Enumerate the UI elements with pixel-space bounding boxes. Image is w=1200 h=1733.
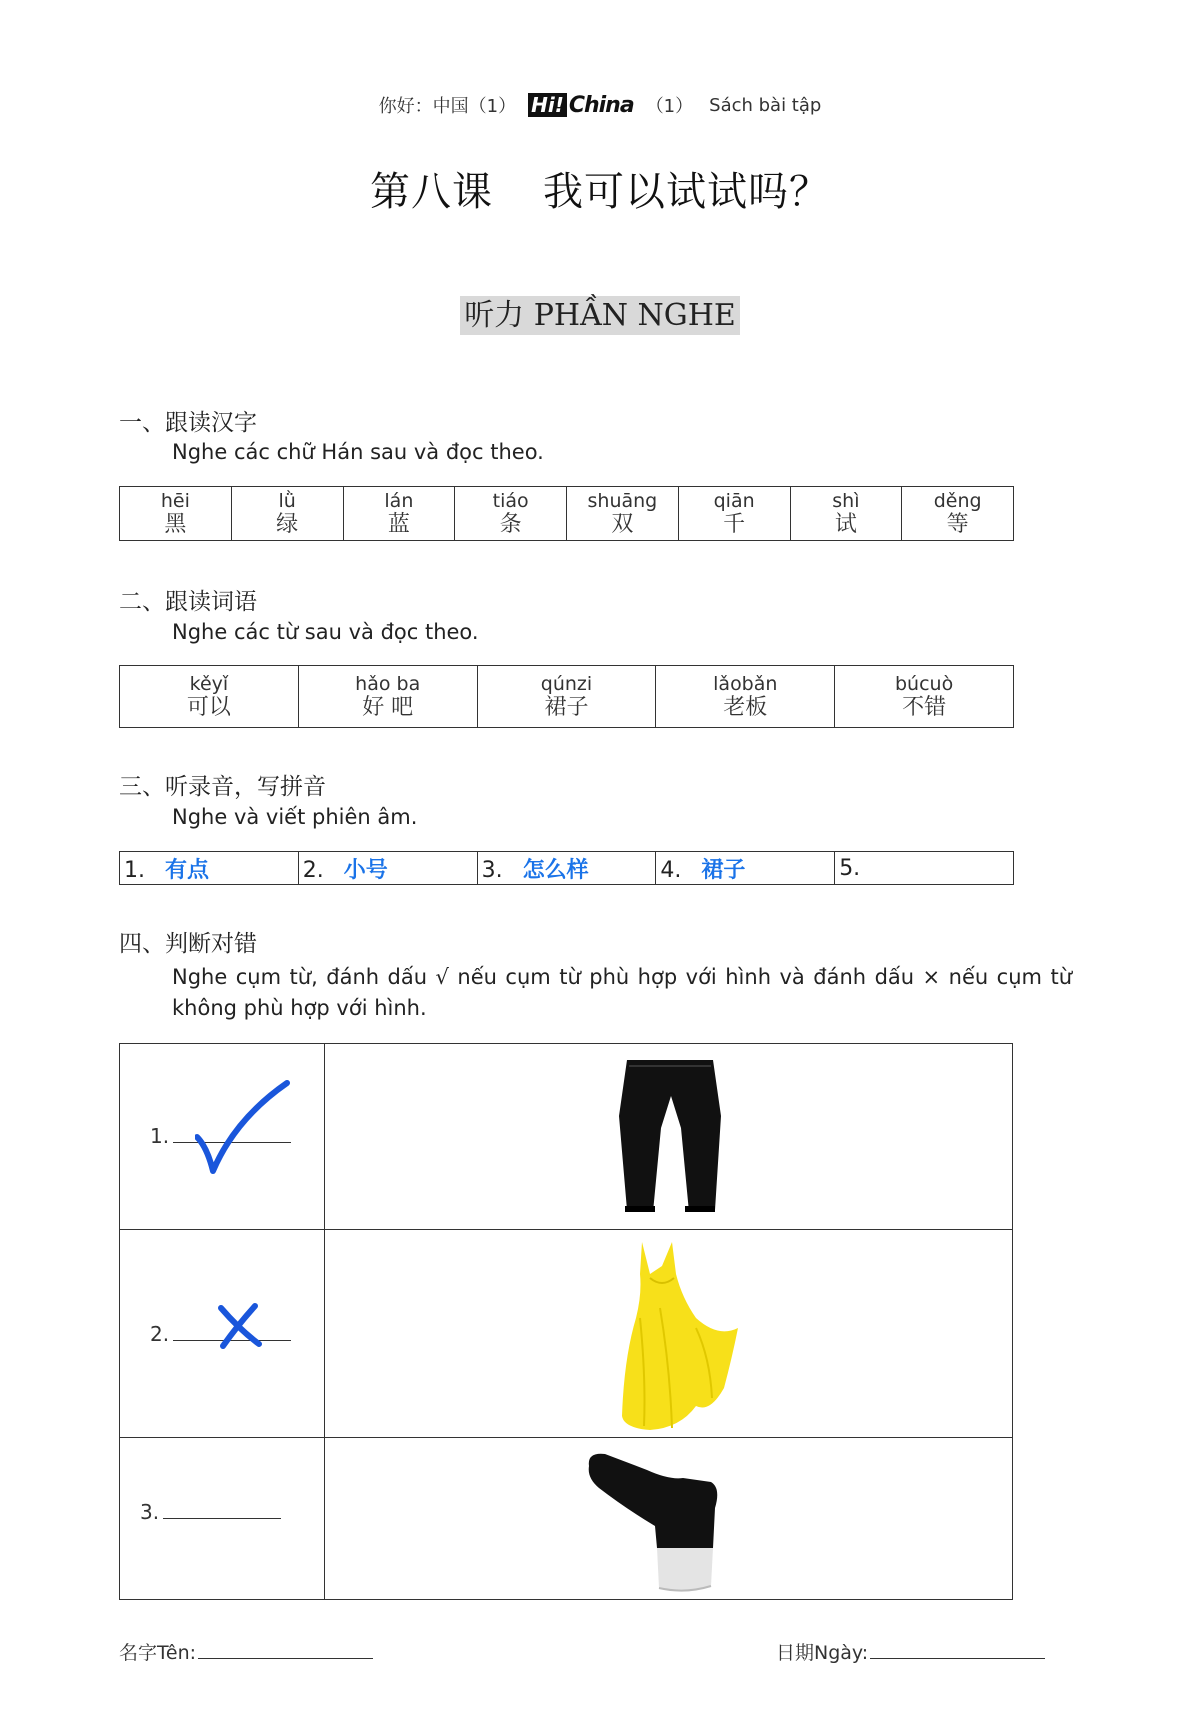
q3-cell: [120, 852, 299, 885]
hanzi: 好 吧: [362, 694, 414, 720]
q1-cell: [567, 487, 679, 541]
q1-cell: [120, 487, 232, 541]
pinyin: qúnzi: [540, 672, 593, 695]
q4-num: 3.: [140, 1500, 160, 1524]
hanzi: 双: [611, 511, 634, 537]
q4-num: 2.: [150, 1322, 170, 1346]
hanzi: 蓝: [387, 511, 410, 537]
hi-china-logo: [528, 93, 634, 118]
q3-heading: 三、听录音，写拼音: [119, 774, 326, 800]
logo-hi: Hi!: [528, 93, 567, 117]
pinyin: hǎo ba: [355, 672, 421, 695]
q3-cell: [835, 852, 1014, 885]
q3-cell: [477, 852, 656, 885]
q3-answer: 怎么样: [522, 857, 589, 883]
book-title-vn: Sách bài tập: [709, 94, 822, 116]
q2-table: [119, 665, 1014, 728]
q1-cell: [343, 487, 455, 541]
q1-table: [119, 486, 1014, 541]
q4-instruction: Nghe cụm từ, đánh dấu √ nếu cụm từ phù hợp với hình và đánh dấu × nếu cụm từ không phù hợp với hình.: [172, 965, 1072, 1020]
q2-heading: 二、跟读词语: [119, 589, 257, 615]
pinyin: kěyǐ: [189, 672, 229, 695]
q3-cell: [298, 852, 477, 885]
q1-heading: 一、跟读汉字: [119, 410, 257, 436]
pinyin: shuāng: [587, 489, 658, 512]
q1-cell: [902, 487, 1014, 541]
hanzi: 试: [834, 511, 857, 537]
date-blank[interactable]: [870, 1658, 1045, 1659]
pinyin: lán: [384, 489, 414, 512]
hanzi: 等: [946, 511, 969, 537]
name-blank[interactable]: [198, 1658, 373, 1659]
q3-cell: [656, 852, 835, 885]
section-label: 听力 PHẦN NGHE: [460, 296, 740, 335]
hanzi: 裙子: [544, 694, 589, 720]
hanzi: 千: [723, 511, 746, 537]
q3-num: 1.: [124, 857, 145, 883]
q1-cell: [678, 487, 790, 541]
q2-cell: [298, 666, 477, 728]
date-label: 日期Ngày:: [776, 1642, 869, 1664]
cross-mark-icon: [215, 1302, 265, 1352]
answer-blank[interactable]: [163, 1518, 281, 1519]
black-pants-image: [615, 1056, 725, 1218]
pinyin: děng: [933, 489, 982, 512]
q4-answer-cell: [120, 1230, 325, 1438]
logo-china: China: [568, 92, 634, 118]
q3-table: [119, 851, 1014, 885]
q3-answer: 有点: [165, 857, 210, 883]
q3-num: 4.: [660, 857, 682, 883]
pinyin: hēi: [160, 489, 190, 512]
hanzi: 条: [499, 511, 522, 537]
q1-cell: [790, 487, 902, 541]
date-field: [776, 1638, 1045, 1665]
hanzi: 可以: [186, 694, 231, 720]
q4-answer-cell: [120, 1438, 325, 1600]
q3-num: 3.: [481, 857, 503, 883]
pinyin: búcuò: [894, 672, 954, 695]
lesson-number: 第八课: [370, 169, 493, 215]
q4-answer-cell: [120, 1044, 325, 1230]
pinyin: shì: [832, 489, 860, 512]
q2-instruction: Nghe các từ sau và đọc theo.: [172, 620, 479, 644]
q3-num: 2.: [302, 857, 324, 883]
section-banner: [0, 290, 1200, 334]
hanzi: 不错: [902, 694, 947, 720]
q4-table: [119, 1043, 1013, 1600]
q2-cell: [477, 666, 656, 728]
q3-num: 5.: [839, 855, 861, 881]
q3-answer: 裙子: [701, 857, 746, 883]
q3-instruction: Nghe và viết phiên âm.: [172, 805, 418, 829]
book-header: [0, 92, 1200, 118]
pinyin: tiáo: [492, 489, 529, 512]
black-sock-image: [585, 1448, 725, 1598]
lesson-name: 我可以试试吗？: [543, 169, 830, 215]
q1-cell: [455, 487, 567, 541]
book-title-cn: 你好：中国（1）: [378, 96, 517, 117]
check-mark-icon: [195, 1079, 295, 1174]
q4-picture-cell: [325, 1438, 1013, 1600]
pinyin: lǎobǎn: [713, 672, 778, 695]
hanzi: 绿: [276, 511, 299, 537]
q4-picture-cell: [325, 1230, 1013, 1438]
q1-cell: [231, 487, 343, 541]
q4-picture-cell: [325, 1044, 1013, 1230]
q4-item: [140, 1500, 281, 1524]
q4-num: 1.: [150, 1124, 170, 1148]
q3-answer: 小号: [343, 857, 388, 883]
lesson-title: [0, 160, 1200, 217]
q2-cell: [120, 666, 299, 728]
pinyin: lǜ: [278, 489, 296, 512]
name-field: [119, 1638, 373, 1665]
pinyin: qiān: [713, 489, 755, 512]
q2-cell: [835, 666, 1014, 728]
q2-cell: [656, 666, 835, 728]
name-label: 名字Tên:: [119, 1642, 197, 1664]
yellow-dress-image: [600, 1238, 740, 1433]
hanzi: 老板: [723, 694, 768, 720]
q1-instruction: Nghe các chữ Hán sau và đọc theo.: [172, 440, 544, 464]
q4-heading: 四、判断对错: [119, 931, 257, 957]
book-volume: （1）: [645, 96, 694, 117]
hanzi: 黑: [164, 511, 187, 537]
